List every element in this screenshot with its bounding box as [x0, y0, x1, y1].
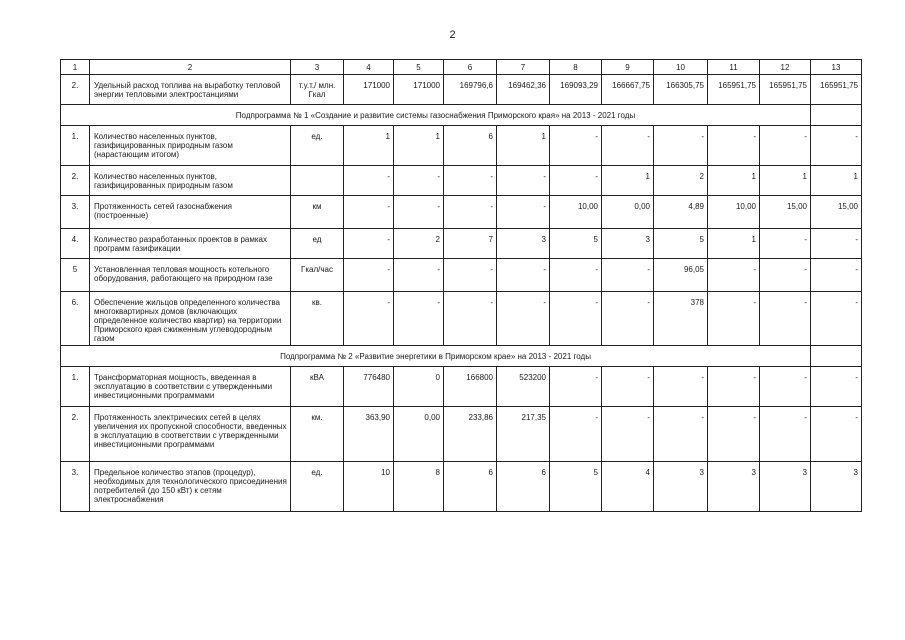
value-cell: -	[550, 259, 602, 292]
value-cell: 2	[394, 229, 444, 259]
section-row	[61, 105, 862, 126]
value-cell: 165951,75	[811, 75, 862, 105]
value-cell: 1	[344, 126, 394, 166]
value-cell: 3	[654, 462, 708, 512]
value-cell: 0	[394, 367, 444, 407]
indicator-name: Установленная тепловая мощность котельного оборудования, работающего на природном газе	[90, 259, 291, 292]
row-number: 2.	[61, 407, 90, 462]
indicator-name: Трансформаторная мощность, введенная в эксплуатацию в соответствии с утвержденными инвестиционными программами	[90, 367, 291, 407]
value-cell: 2	[654, 166, 708, 196]
value-cell: -	[654, 407, 708, 462]
table-row	[61, 367, 862, 407]
column-header: 4	[344, 60, 394, 75]
value-cell: 1	[708, 229, 760, 259]
value-cell: 3	[760, 462, 811, 512]
value-cell: -	[811, 259, 862, 292]
value-cell: -	[602, 292, 654, 346]
value-cell: 6	[444, 462, 497, 512]
value-cell: 0,00	[602, 196, 654, 229]
header-row	[61, 60, 862, 75]
unit-cell	[291, 166, 344, 196]
value-cell: 10,00	[708, 196, 760, 229]
indicators-table	[60, 59, 862, 512]
value-cell: -	[760, 229, 811, 259]
section-title: Подпрограмма № 1 «Создание и развитие системы газоснабжения Приморского края» на 2013 - 2021 годы	[61, 105, 811, 126]
value-cell: -	[602, 407, 654, 462]
column-header: 9	[602, 60, 654, 75]
value-cell: 171000	[394, 75, 444, 105]
value-cell: -	[708, 407, 760, 462]
value-cell: 1	[760, 166, 811, 196]
value-cell: 5	[550, 462, 602, 512]
value-cell: -	[444, 292, 497, 346]
unit-cell: км	[291, 196, 344, 229]
value-cell: 233,86	[444, 407, 497, 462]
row-number: 3.	[61, 462, 90, 512]
value-cell: 166305,75	[654, 75, 708, 105]
column-header: 11	[708, 60, 760, 75]
value-cell: 363,90	[344, 407, 394, 462]
value-cell: 3	[602, 229, 654, 259]
value-cell: -	[550, 407, 602, 462]
indicator-name: Количество населенных пунктов, газифицированных природным газом (нарастающим итогом)	[90, 126, 291, 166]
value-cell: -	[708, 126, 760, 166]
indicator-name: Количество разработанных проектов в рамках программ газификации	[90, 229, 291, 259]
value-cell: 10,00	[550, 196, 602, 229]
value-cell: -	[394, 292, 444, 346]
value-cell: -	[811, 229, 862, 259]
row-number: 2.	[61, 75, 90, 105]
row-number: 3.	[61, 196, 90, 229]
value-cell: 6	[497, 462, 550, 512]
column-header: 12	[760, 60, 811, 75]
value-cell: 1	[811, 166, 862, 196]
value-cell: -	[760, 126, 811, 166]
value-cell: 165951,75	[760, 75, 811, 105]
value-cell: -	[344, 166, 394, 196]
value-cell: 6	[444, 126, 497, 166]
value-cell: -	[344, 259, 394, 292]
row-number: 1.	[61, 367, 90, 407]
table-row	[61, 462, 862, 512]
value-cell: 1	[497, 126, 550, 166]
table-row	[61, 229, 862, 259]
value-cell: -	[344, 292, 394, 346]
value-cell: -	[602, 259, 654, 292]
table-row	[61, 407, 862, 462]
row-number: 1.	[61, 126, 90, 166]
row-number: 5	[61, 259, 90, 292]
value-cell: 776480	[344, 367, 394, 407]
value-cell: 10	[344, 462, 394, 512]
value-cell: -	[344, 196, 394, 229]
row-number: 2.	[61, 166, 90, 196]
column-header: 1	[61, 60, 90, 75]
value-cell: 8	[394, 462, 444, 512]
value-cell: 3	[497, 229, 550, 259]
value-cell: -	[497, 292, 550, 346]
value-cell: 166800	[444, 367, 497, 407]
section-empty-cell	[811, 346, 862, 367]
value-cell: 378	[654, 292, 708, 346]
column-header: 3	[291, 60, 344, 75]
unit-cell: Гкал/час	[291, 259, 344, 292]
unit-cell: ед	[291, 229, 344, 259]
unit-cell: кВА	[291, 367, 344, 407]
value-cell: -	[602, 367, 654, 407]
value-cell: -	[550, 166, 602, 196]
value-cell: -	[708, 367, 760, 407]
row-number: 6.	[61, 292, 90, 346]
value-cell: -	[811, 407, 862, 462]
table-body	[61, 60, 862, 512]
value-cell: -	[654, 367, 708, 407]
value-cell: -	[550, 367, 602, 407]
value-cell: -	[760, 407, 811, 462]
indicator-name: Количество населенных пунктов, газифицированных природным газом	[90, 166, 291, 196]
value-cell: -	[394, 166, 444, 196]
table-row	[61, 292, 862, 346]
value-cell: 4,89	[654, 196, 708, 229]
page-number: 2	[449, 29, 456, 41]
value-cell: 5	[654, 229, 708, 259]
value-cell: -	[344, 229, 394, 259]
value-cell: -	[708, 292, 760, 346]
value-cell: 165951,75	[708, 75, 760, 105]
unit-cell: ед.	[291, 462, 344, 512]
value-cell: -	[708, 259, 760, 292]
value-cell: -	[760, 292, 811, 346]
table-row	[61, 196, 862, 229]
value-cell: -	[550, 126, 602, 166]
value-cell: -	[394, 196, 444, 229]
column-header: 8	[550, 60, 602, 75]
value-cell: 217,35	[497, 407, 550, 462]
value-cell: 0,00	[394, 407, 444, 462]
value-cell: -	[654, 126, 708, 166]
unit-cell: т.у.т./ млн. Гкал	[291, 75, 344, 105]
section-empty-cell	[811, 105, 862, 126]
row-number: 4.	[61, 229, 90, 259]
value-cell: 169796,6	[444, 75, 497, 105]
unit-cell: ед.	[291, 126, 344, 166]
table-row	[61, 126, 862, 166]
indicator-name: Предельное количество этапов (процедур), необходимых для технологического присоединения потребителей (до 150 кВт) к сетям электроснабжения	[90, 462, 291, 512]
column-header: 2	[90, 60, 291, 75]
value-cell: 3	[708, 462, 760, 512]
value-cell: 15,00	[811, 196, 862, 229]
table-row	[61, 75, 862, 105]
value-cell: -	[444, 166, 497, 196]
section-title: Подпрограмма № 2 «Развитие энергетики в Приморском крае» на 2013 - 2021 годы	[61, 346, 811, 367]
indicator-name: Обеспечение жильцов определенного количества многоквартирных домов (включающих определенное количество квартир) на территории Приморского края сжиженным углеводородным газом	[90, 292, 291, 346]
value-cell: 5	[550, 229, 602, 259]
value-cell: 3	[811, 462, 862, 512]
value-cell: -	[444, 259, 497, 292]
table-row	[61, 259, 862, 292]
value-cell: 1	[708, 166, 760, 196]
unit-cell: кв.	[291, 292, 344, 346]
indicator-name: Протяженность сетей газоснабжения (построенные)	[90, 196, 291, 229]
value-cell: -	[811, 367, 862, 407]
value-cell: 4	[602, 462, 654, 512]
value-cell: 166667,75	[602, 75, 654, 105]
column-header: 10	[654, 60, 708, 75]
section-row	[61, 346, 862, 367]
value-cell: 1	[394, 126, 444, 166]
value-cell: 15,00	[760, 196, 811, 229]
value-cell: -	[444, 196, 497, 229]
value-cell: -	[394, 259, 444, 292]
indicator-name: Удельный расход топлива на выработку тепловой энергии тепловыми электростанциями	[90, 75, 291, 105]
unit-cell: км.	[291, 407, 344, 462]
value-cell: 7	[444, 229, 497, 259]
value-cell: -	[602, 126, 654, 166]
value-cell: 96,05	[654, 259, 708, 292]
value-cell: -	[497, 166, 550, 196]
value-cell: -	[760, 259, 811, 292]
indicator-name: Протяженность электрических сетей в целях увеличения их пропускной способности, введенных в эксплуатацию в соответствии с утвержденными инвестиционными программами	[90, 407, 291, 462]
value-cell: 523200	[497, 367, 550, 407]
column-header: 7	[497, 60, 550, 75]
value-cell: -	[497, 196, 550, 229]
value-cell: -	[550, 292, 602, 346]
value-cell: -	[760, 367, 811, 407]
value-cell: 171000	[344, 75, 394, 105]
column-header: 6	[444, 60, 497, 75]
value-cell: 1	[602, 166, 654, 196]
table-row	[61, 166, 862, 196]
column-header: 5	[394, 60, 444, 75]
value-cell: 169462,36	[497, 75, 550, 105]
value-cell: -	[497, 259, 550, 292]
column-header: 13	[811, 60, 862, 75]
value-cell: -	[811, 292, 862, 346]
value-cell: -	[811, 126, 862, 166]
value-cell: 169093,29	[550, 75, 602, 105]
